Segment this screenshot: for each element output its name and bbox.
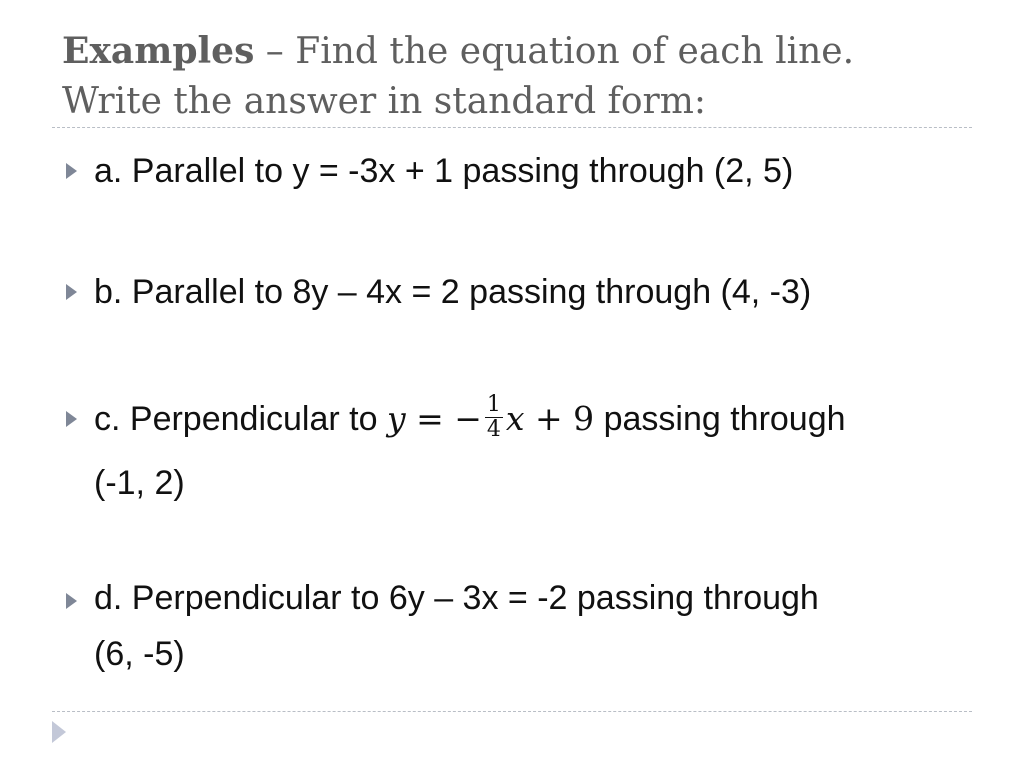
example-c-line2: (-1, 2) (94, 464, 185, 502)
math-fraction (485, 393, 503, 442)
bullet-a-icon (66, 163, 77, 179)
fraction-denominator: 4 (486, 416, 501, 442)
top-divider (52, 127, 972, 128)
example-c-equation (386, 391, 595, 442)
example-b (94, 261, 984, 323)
title-line2: Write the answer in standard form: (62, 81, 707, 122)
bullet-d-icon (66, 593, 77, 609)
title-bold: Examples (62, 30, 255, 72)
math-eq: = − (405, 399, 482, 438)
bullet-c-icon (66, 411, 77, 427)
fraction-numerator: 1 (486, 391, 501, 417)
math-y: y (386, 399, 406, 438)
example-a-text: a. Parallel to y = -3x + 1 passing through (2, 5) (94, 152, 794, 190)
example-c-prefix: c. Perpendicular to (94, 400, 387, 438)
example-a (94, 140, 984, 202)
math-tail: + 9 (524, 399, 595, 438)
example-d-line2: (6, -5) (94, 635, 185, 673)
bullet-b-icon (66, 284, 77, 300)
footer-triangle-icon (52, 721, 66, 743)
title-rest: – Find the equation of each line. (254, 31, 855, 72)
example-c (94, 388, 984, 514)
math-x: x (505, 399, 525, 438)
slide-title (62, 26, 992, 127)
example-d (94, 570, 984, 682)
bottom-divider (52, 711, 972, 712)
example-c-suffix: passing through (594, 400, 846, 438)
example-d-line1: d. Perpendicular to 6y – 3x = -2 passing through (94, 579, 819, 617)
example-b-text: b. Parallel to 8y – 4x = 2 passing through (4, -3) (94, 273, 812, 311)
